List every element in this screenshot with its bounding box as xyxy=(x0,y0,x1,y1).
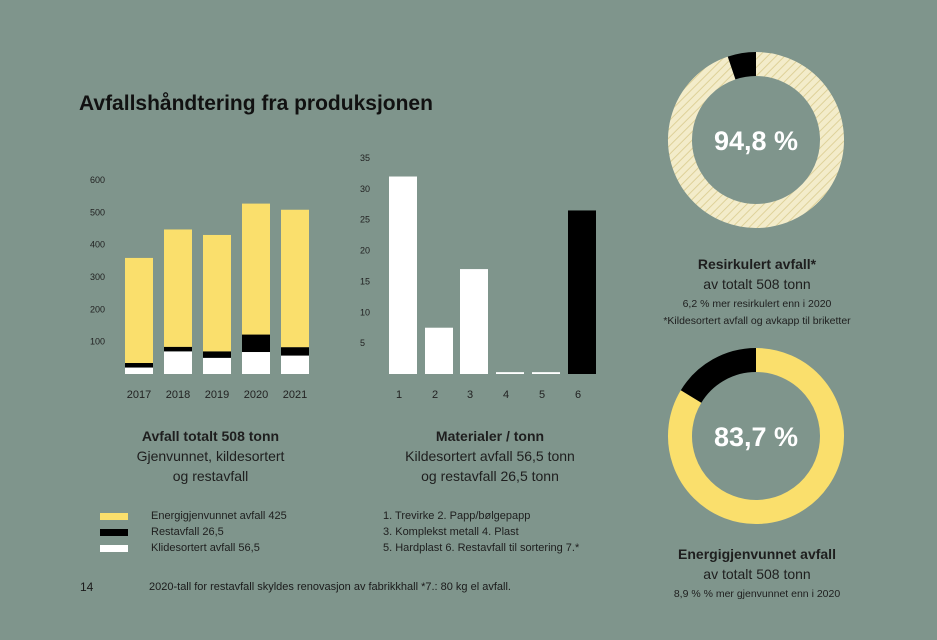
mid-chart-subtitle-2: og restavfall 26,5 tonn xyxy=(421,468,559,484)
y-tick-label: 200 xyxy=(90,304,106,315)
bar xyxy=(425,328,453,374)
left-chart-title: Avfall totalt 508 tonn xyxy=(141,428,280,444)
donut1-note-2: *Kildesortert avfall og avkapp til briketter xyxy=(663,315,851,327)
x-tick-label: 4 xyxy=(502,389,510,401)
bar-segment xyxy=(203,358,231,374)
donut2-subtitle: av totalt 508 tonn xyxy=(703,566,811,582)
bar-segment xyxy=(203,351,231,357)
donut2-note: 8,9 % % mer gjenvunnet enn i 2020 xyxy=(673,588,841,600)
bar xyxy=(389,177,417,374)
bar-segment xyxy=(242,204,270,335)
bar-segment xyxy=(125,258,153,363)
recycled-donut-chart xyxy=(680,64,832,216)
x-tick-label: 6 xyxy=(574,389,582,401)
bar-segment xyxy=(164,351,192,374)
left-chart-subtitle-2: og restavfall xyxy=(172,468,249,484)
legend-swatch-black xyxy=(100,529,128,536)
x-tick-label: 5 xyxy=(538,389,546,401)
bar xyxy=(496,372,524,374)
bar xyxy=(460,269,488,374)
y-tick-label: 400 xyxy=(90,239,106,250)
donut1-title: Resirkulert avfall* xyxy=(697,256,817,272)
page-number: 14 xyxy=(80,580,94,594)
bar xyxy=(568,210,596,374)
y-tick-label: 25 xyxy=(360,214,371,225)
x-tick-label: 2 xyxy=(431,389,439,401)
x-tick-label: 2018 xyxy=(165,389,191,401)
y-tick-label: 300 xyxy=(90,272,106,282)
bar-segment xyxy=(242,352,270,374)
y-tick-label: 500 xyxy=(90,207,106,218)
footnote: 2020-tall for restavfall skyldes renovasjon av fabrikkhall *7.: 80 kg el avfall. xyxy=(149,581,511,593)
donut2-caption xyxy=(636,544,878,603)
donut-label: 94,8 % xyxy=(713,126,799,156)
legend-label: Energigjenvunnet avfall 425 xyxy=(151,510,287,522)
mid-chart-caption xyxy=(380,426,600,486)
materials-key-line-3: 5. Hardplast 6. Restavfall til sortering 7.* xyxy=(383,542,580,554)
y-tick-label: 30 xyxy=(360,183,371,194)
y-tick-label: 35 xyxy=(360,153,371,163)
legend-swatch-yellow xyxy=(100,513,128,520)
bar-segment xyxy=(203,235,231,351)
bar-segment xyxy=(164,347,192,352)
x-tick-label: 3 xyxy=(466,389,474,401)
bar-segment xyxy=(281,356,309,374)
materials-key-line-1: 1. Trevirke 2. Papp/bølgepapp xyxy=(383,510,531,522)
donut1-note-1: 6,2 % mer resirkulert enn i 2020 xyxy=(682,298,832,310)
donut-label: 83,7 % xyxy=(713,422,799,452)
stacked-bar-chart xyxy=(90,175,309,401)
y-tick-label: 100 xyxy=(90,336,106,347)
y-tick-label: 10 xyxy=(360,307,371,318)
donut1-caption xyxy=(636,254,878,330)
materials-key-line-2: 3. Komplekst metall 4. Plast xyxy=(383,526,519,538)
left-chart-caption xyxy=(108,426,313,486)
page-title: Avfallshåndtering fra produksjonen xyxy=(79,92,433,115)
energy-donut-chart xyxy=(680,360,832,512)
y-tick-label: 600 xyxy=(90,175,106,185)
bar-segment xyxy=(164,229,192,346)
legend-swatch-white xyxy=(100,545,128,552)
bar-segment xyxy=(281,347,309,355)
bar-segment xyxy=(281,210,309,347)
y-tick-label: 15 xyxy=(360,276,371,287)
x-tick-label: 2021 xyxy=(282,389,308,401)
bar-segment xyxy=(125,368,153,374)
mid-chart-subtitle-1: Kildesortert avfall 56,5 tonn xyxy=(405,448,575,464)
donut-rest-slice xyxy=(732,64,756,68)
donut-rest-slice xyxy=(691,360,756,396)
y-tick-label: 20 xyxy=(360,245,371,256)
legend-label: Restavfall 26,5 xyxy=(151,526,224,538)
mid-chart-title: Materialer / tonn xyxy=(435,428,545,444)
bar xyxy=(532,372,560,374)
bar-segment xyxy=(125,363,153,368)
donut2-title: Energigjenvunnet avfall xyxy=(678,546,836,562)
x-tick-label: 2019 xyxy=(204,389,230,401)
legend-label: Klidesortert avfall 56,5 xyxy=(151,542,260,554)
x-tick-label: 1 xyxy=(395,389,403,401)
donut1-subtitle: av totalt 508 tonn xyxy=(703,276,811,292)
x-tick-label: 2020 xyxy=(243,389,269,401)
left-chart-subtitle-1: Gjenvunnet, kildesortert xyxy=(136,448,285,464)
x-tick-label: 2017 xyxy=(126,389,152,401)
y-tick-label: 5 xyxy=(360,338,366,349)
materials-bar-chart xyxy=(360,153,596,401)
bar-segment xyxy=(242,335,270,352)
